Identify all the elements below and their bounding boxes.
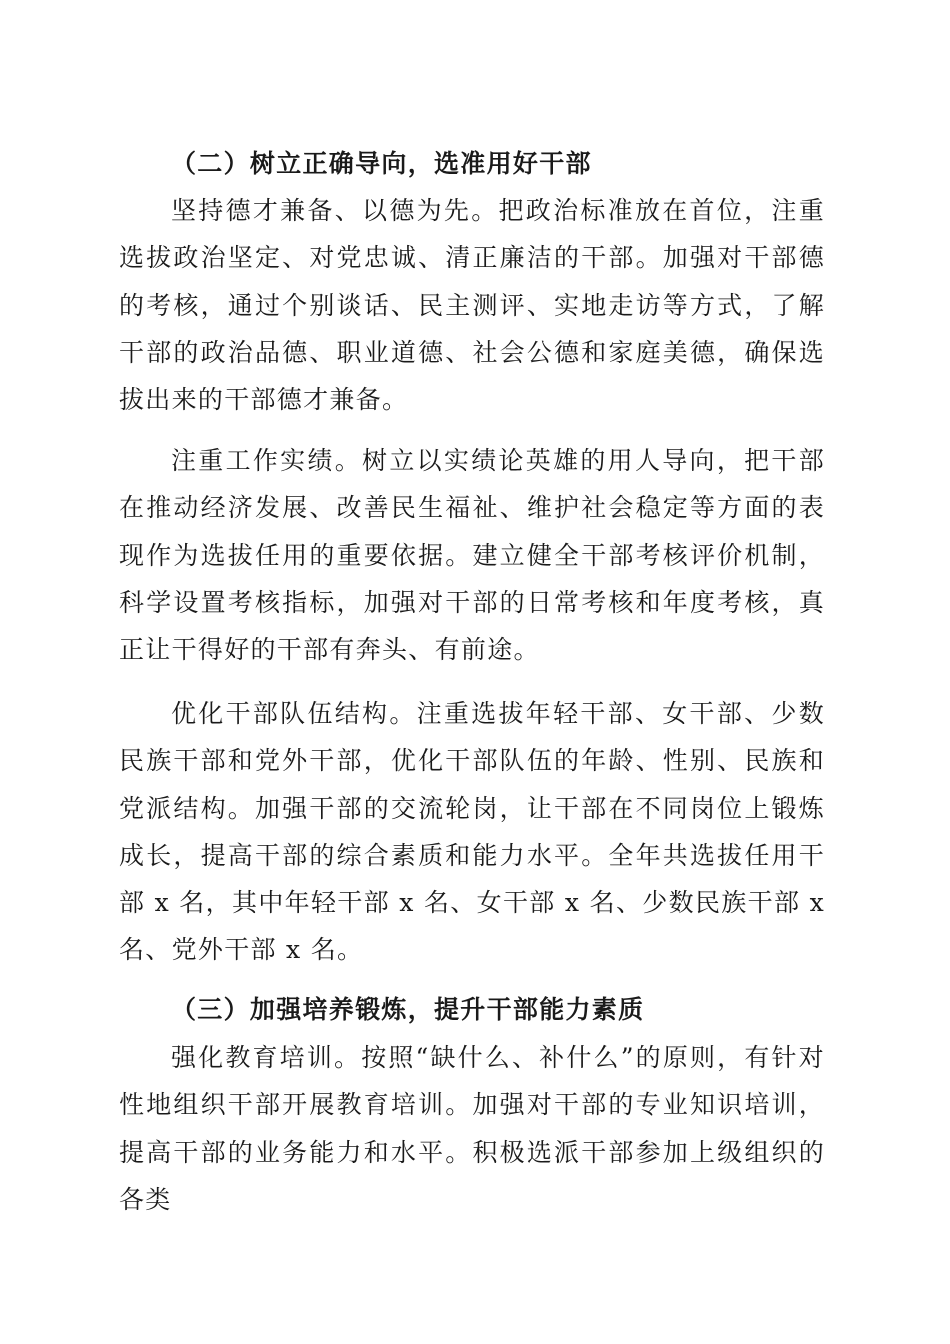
paragraph-team-structure: 优化干部队伍结构。注重选拔年轻干部、女干部、少数民族干部和党外干部，优化干部队伍的年龄、性别、民族和党派结构。加强干部的交流轮岗，让干部在不同岗位上锻炼成长，提高干部的综合素质和能力水平。全年共选拔任用干部 x 名，其中年轻干部 x 名、女干部 x 名、少数民族干部 x 名、党外干部 x 名。 bbox=[119, 699, 825, 965]
section-heading-2: （二）树立正确导向，选准用好干部 bbox=[171, 149, 592, 178]
paragraph-moral-integrity: 坚持德才兼备、以德为先。把政治标准放在首位，注重选拔政治坚定、对党忠诚、清正廉洁的干部。加强对干部德的考核，通过个别谈话、民主测评、实地走访等方式，了解干部的政治品德、职业道德、社会公德和家庭美德，确保选拔出来的干部德才兼备。 bbox=[119, 196, 825, 415]
section-heading-3: （三）加强培养锻炼，提升干部能力素质 bbox=[171, 995, 645, 1024]
paragraph-education-training: 强化教育培训。按照“缺什么、补什么”的原则，有针对性地组织干部开展教育培训。加强对干部的专业知识培训，提高干部的业务能力和水平。积极选派干部参加上级组织的各类 bbox=[119, 1043, 825, 1214]
paragraph-work-performance: 注重工作实绩。树立以实绩论英雄的用人导向，把干部在推动经济发展、改善民生福祉、维护社会稳定等方面的表现作为选拔任用的重要依据。建立健全干部考核评价机制，科学设置考核指标，加强对干部的日常考核和年度考核，真正让干得好的干部有奔头、有前途。 bbox=[119, 446, 825, 665]
